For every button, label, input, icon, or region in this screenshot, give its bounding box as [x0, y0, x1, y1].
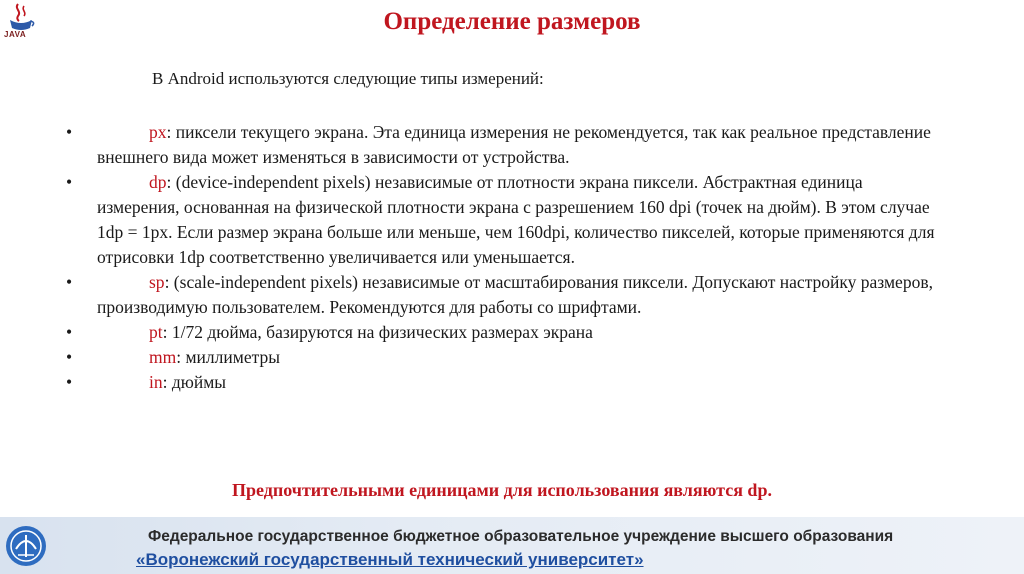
unit-description: : (device-independent pixels) независимые от плотности экрана пиксели. Абстрактная единица измерения, основанная на физической плотности экрана с разрешением 160 dpi (точек на дюйм). В этом случае 1dp = 1px. Если размер экрана больше или меньше, чем 160dpi, количество пикселей, которые применяются для отрисовки 1dp соответственно увеличивается или уменьшается. — [97, 172, 935, 267]
bullet-marker: • — [66, 372, 73, 392]
units-list — [66, 120, 946, 395]
unit-description: : дюймы — [162, 372, 227, 392]
organization-name-line1: Федеральное государственное бюджетное образовательное учреждение высшего образования — [148, 528, 894, 545]
unit-description: : 1/72 дюйма, базируются на физических размерах экрана — [162, 322, 593, 342]
unit-term: px — [149, 122, 167, 142]
organization-name-line2[interactable]: «Воронежский государственный технический университет» — [136, 550, 644, 569]
list-item-sp — [66, 270, 946, 320]
bullet-marker: • — [66, 172, 73, 192]
list-item-pt — [66, 320, 946, 345]
conclusion-text: Предпочтительными единицами для использования являются dp. — [232, 480, 772, 500]
page-title: Определение размеров — [383, 8, 641, 35]
list-item-mm — [66, 345, 946, 370]
unit-description: : миллиметры — [176, 347, 280, 367]
bullet-marker: • — [66, 322, 73, 342]
university-emblem-icon — [4, 521, 48, 571]
unit-description: : (scale-independent pixels) независимые от масштабирования пиксели. Допускают настройку размеров, производимую пользователем. Рекомендуются для работы со шрифтами. — [97, 272, 933, 317]
logo-text: JAVA — [4, 30, 27, 39]
bullet-marker: • — [66, 272, 73, 292]
bullet-marker: • — [66, 122, 73, 142]
list-item-in — [66, 370, 946, 395]
list-item-px — [66, 120, 946, 170]
unit-term: sp — [149, 272, 165, 292]
unit-term: pt — [149, 322, 163, 342]
unit-term: mm — [149, 347, 177, 367]
intro-text: В Android используются следующие типы измерений: — [152, 69, 544, 88]
unit-description: : пиксели текущего экрана. Эта единица измерения не рекомендуется, так как реальное представление внешнего вида может изменяться в зависимости от устройства. — [97, 122, 931, 167]
list-item-dp — [66, 170, 946, 270]
unit-term: dp — [149, 172, 167, 192]
bullet-marker: • — [66, 347, 73, 367]
unit-term: in — [149, 372, 163, 392]
